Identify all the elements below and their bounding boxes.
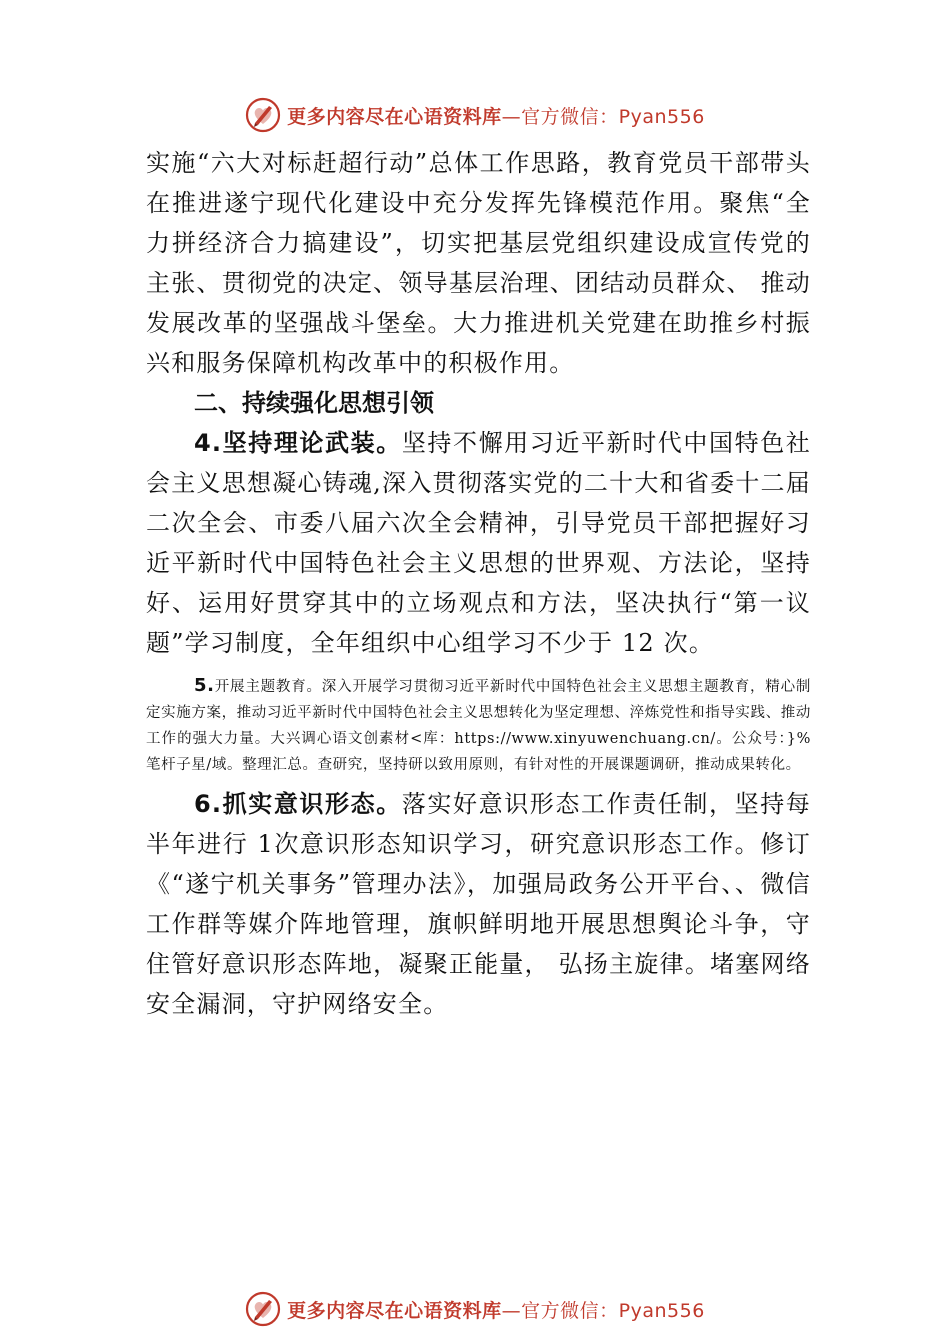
footer-banner [0, 1289, 950, 1329]
item-6-text: 落实好意识形态工作责任制，坚持每半年进行 1次意识形态知识学习，研究意识形态工作。修订《“遂宁机关事务”管理办法》，加强局政务公开平台、、微信工作群等媒介阵地管理，旗帜鲜明地开展思想舆论斗争，守住管好意识形态阵地，凝聚正能量， 弘扬主旋律。堵塞网络安全漏洞，守护网络安全。 [146, 790, 811, 1018]
intro-paragraph: 实施“六大对标赶超行动”总体工作思路，教育党员干部带头在推进遂宁现代化建设中充分发挥先锋模范作用。聚焦“全力拼经济合力搞建设”，切实把基层党组织建设成宣传党的主张、贯彻党的决定、领导基层治理、团结动员群众、 推动发展改革的坚强战斗堡垒。大力推进机关党建在助推乡村振兴和服务保障机构改革中的积极作用。 [146, 149, 811, 377]
item-5 [146, 673, 811, 778]
item-4-lead: 4.坚持理论武装。 [194, 429, 402, 457]
item-4 [146, 423, 811, 663]
banner-dash: — [501, 1299, 522, 1322]
document-body [146, 143, 811, 1024]
header-banner [0, 95, 950, 135]
item-5-text: 开展主题教育。深入开展学习贯彻习近平新时代中国特色社会主义思想主题教育，精心制定实施方案，推动习近平新时代中国特色社会主义思想转化为坚定理想、淬炼党性和指导实践、推动工作的强大力量。大兴调心语文创素材<库：https://www.xinyuwenchuang.cn/。公众号：}%笔杆子星/域。整理汇总。查研究，坚持研以致用原则，有针对性的开展课题调研，推动成果转化。 [146, 679, 811, 773]
item-5-lead: 5. [194, 675, 215, 696]
banner-main-text: 更多内容尽在心语资料库 [287, 1299, 502, 1322]
section-heading: 二、持续强化思想引领 [194, 389, 434, 417]
banner-text [287, 1296, 705, 1323]
item-6 [146, 784, 811, 1024]
item-6-lead: 6.抓实意识形态。 [194, 790, 402, 818]
banner-tail-text: 官方微信：Pyan556 [521, 1299, 705, 1322]
item-4-text: 坚持不懈用习近平新时代中国特色社会主义思想凝心铸魂,深入贯彻落实党的二十大和省委十二届二次全会、市委八届六次全会精神，引导党员干部把握好习近平新时代中国特色社会主义思想的世界观、方法论，坚持好、运用好贯穿其中的立场观点和方法，坚决执行“第一议题”学习制度，全年组织中心组学习不少于 12 次。 [146, 429, 811, 657]
pen-heart-logo-icon [245, 1291, 281, 1327]
banner-tail-text: 官方微信：Pyan556 [521, 105, 705, 128]
banner-dash: — [501, 105, 522, 128]
pen-heart-logo-icon [245, 97, 281, 133]
banner-text [287, 102, 705, 129]
banner-main-text: 更多内容尽在心语资料库 [287, 105, 502, 128]
